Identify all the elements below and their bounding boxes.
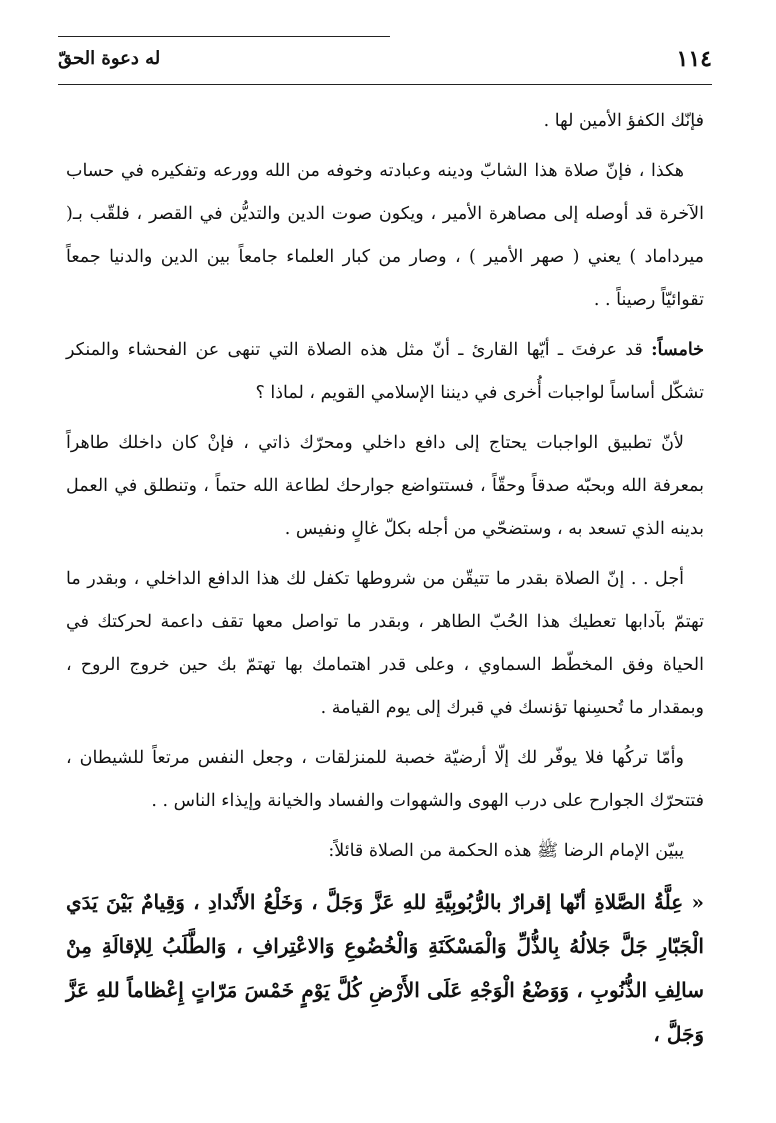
paragraph: فإنّك الكفؤ الأمين لها .: [543, 111, 704, 131]
paragraph: أجل . . إنّ الصلاة بقدر ما تتيقّن من شروطها تكفل لك هذا الدافع الداخلي ، وبقدر ما تهتمّ بآدابها تعطيك هذا الحُبّ الطاهر ، وبقدر ما تواصل معها تقف داعمة لحركتك في الحياة وفق المخطّط السماوي ، وعلى قدر اهتمامك بها تهتمّ بك حين خروج الروح ، وبمقدار ما تُحسِنها تؤنسك في قبرك إلى يوم القيامة .: [66, 569, 704, 718]
body-text: [66, 100, 704, 1063]
page-header: [58, 36, 712, 86]
paragraph: وأمّا تركُها فلا يوفّر لك إلّا أرضيّة خصبة للمنزلقات ، وجعل النفس مرتعاً للشيطان ، فتتحرّك الجوارح على درب الهوى والشهوات والفساد والخيانة وإيذاء الناس . .: [66, 748, 704, 811]
header-rule: [58, 84, 712, 85]
paragraph-text: قد عرفتَ ـ أيّها القارئ ـ أنّ مثل هذه الصلاة التي تنهى عن الفحشاء والمنكر تشكّل أساساً لواجبات أُخرى في ديننا الإسلامي القويم ، لماذا ؟: [66, 340, 704, 403]
section-lead: خامساً:: [651, 340, 704, 360]
running-title: له دعوة الحقّ: [58, 48, 161, 69]
paragraph: هكذا ، فإنّ صلاة هذا الشابّ ودينه وعبادته وخوفه من الله وورعه وتفكيره في حساب الآخرة قد أوصله إلى مصاهرة الأمير ، ويكون صوت الدين والتديُّن في القصر ، فلقّب بـ( ميرداماد ) يعني ( صهر الأمير ) ، وصار من كبار العلماء جامعاً بين الدين والدنيا جمعاً تقوائيّاً رصيناً . .: [66, 161, 704, 310]
hadith-quote: « عِلَّةُ الصَّلاةِ أنّها إقرارٌ بالرُّبُوبِيَّةِ للهِ عَزَّ وَجَلَّ ، وَخَلْعُ الأَنْدادِ ، وَقِيامٌ بَيْنَ يَدَي الْجَبّارِ جَلَّ جَلالُهُ بِالذُّلِّ وَالْمَسْكَنَةِ وَالْخُضُوعِ وَالاعْتِرافِ ، وَالطَّلَبُ لِلإقالَةِ مِنْ سالِفِ الذُّنُوبِ ، وَوَضْعُ الْوَجْهِ عَلَى الأَرْضِ كُلَّ يَوْمٍ خَمْسَ مَرّاتٍ إِعْظاماً للهِ عَزَّ وَجَلَّ ،: [66, 890, 704, 1046]
paragraph: يبيّن الإمام الرضا ﷺ هذه الحكمة من الصلاة قائلاً:: [328, 841, 684, 861]
header-top-rule: [58, 36, 390, 37]
paragraph: [66, 329, 704, 415]
page-number: ١١٤: [676, 46, 712, 72]
paragraph: لأنّ تطبيق الواجبات يحتاج إلى دافع داخلي ومحرّك ذاتي ، فإنْ كان داخلك طاهراً بمعرفة الله وبحبّه صدقاً وحقّاً ، فستتواضع جوارحك لطاعة الله حتماً ، وتنطلق في العمل بدينه الذي تسعد به ، وستضحّي من أجله بكلّ غالٍ ونفيس .: [66, 433, 704, 539]
